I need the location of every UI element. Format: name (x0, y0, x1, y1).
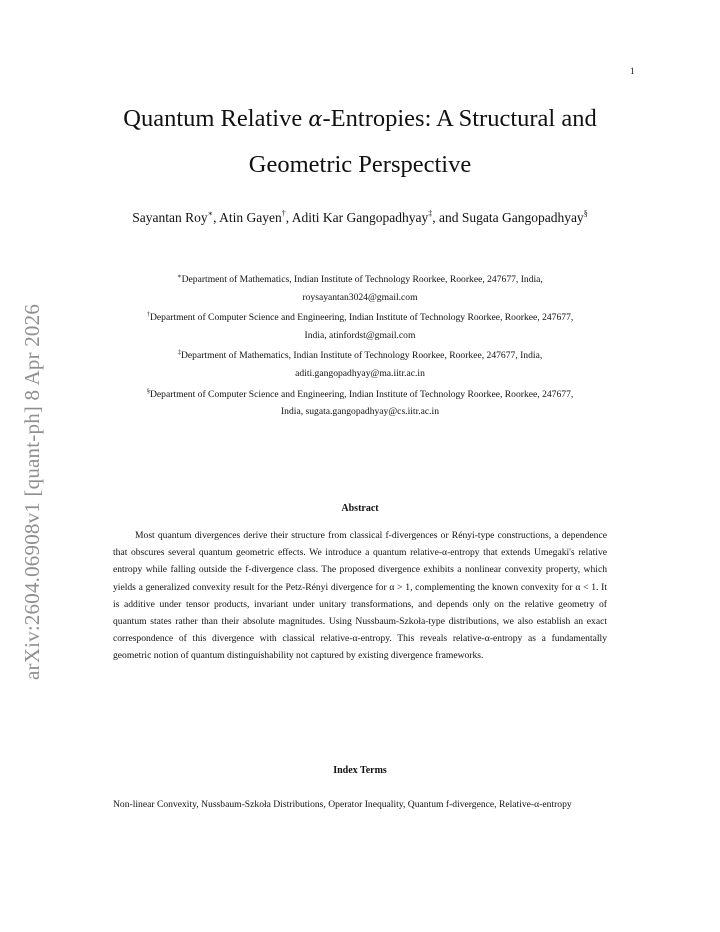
affiliation: †Department of Computer Science and Engineering, Indian Institute of Technology Roorkee, Roorkee, 247677, India, atinfordst@gmail.com (60, 306, 660, 344)
affiliation: §Department of Computer Science and Engineering, Indian Institute of Technology Roorkee, Roorkee, 247677, India, sugata.gangopadhyay@cs.iitr.ac.in (60, 383, 660, 421)
author: Sugata Gangopadhyay§ (461, 209, 588, 225)
affiliation-email: India, atinfordst@gmail.com (304, 329, 416, 341)
author-list: Sayantan Roy∗, Atin Gayen†, Aditi Kar Gangopadhyay‡, and Sugata Gangopadhyay§ (132, 209, 588, 225)
affiliations (60, 268, 660, 421)
abstract-text: Most quantum divergences derive their structure from classical f-divergences or Rényi-type constructions, a dependence that obscures several quantum geometric effects. We introduce a quantum relative-α-entropy that extends Umegaki's relative entropy while falling outside the f-divergence class. The proposed divergence exhibits a nonlinear convexity property, which yields a generalized convexity result for the Petz-Rényi divergence for α > 1, complementing the known convexity for α < 1. It is additive under tensor products, invariant under unitary transformations, and depends only on the relative geometry of quantum states rather than their absolute magnitudes. Using Nussbaum-Szkoła-type distributions, we also establish an exact correspondence of this divergence with classical relative-α-entropy. This reveals relative-α-entropy as a fundamentally geometric notion of quantum distinguishability not captured by existing divergence frameworks. (113, 530, 607, 662)
index-terms-text: Non-linear Convexity, Nussbaum-Szkoła Distributions, Operator Inequality, Quantum f-divergence, Relative-α-entropy (113, 799, 572, 810)
title-part-2: -Entropies: A Structural and Geometric Perspective (248, 105, 597, 178)
arxiv-stamp (20, 255, 44, 680)
affiliation: ∗Department of Mathematics, Indian Institute of Technology Roorkee, Roorkee, 247677, India, roysayantan3024@gmail.com (60, 268, 660, 306)
title-part-1: Quantum Relative (123, 105, 309, 132)
affiliation-email: India, sugata.gangopadhyay@cs.iitr.ac.in (280, 406, 440, 418)
author: Aditi Kar Gangopadhyay‡ (291, 209, 433, 225)
author: Atin Gayen† (219, 209, 286, 225)
title-alpha: α (308, 107, 323, 131)
affiliation-email: roysayantan3024@gmail.com (302, 291, 418, 303)
arxiv-stamp-text: arXiv:2604.06908v1 [quant-ph] 8 Apr 2026 (20, 303, 44, 680)
index-terms-heading: Index Terms (333, 765, 387, 776)
abstract-heading: Abstract (341, 503, 379, 514)
page-number: 1 (630, 66, 635, 76)
author: Sayantan Roy∗ (132, 209, 214, 225)
paper-title (80, 96, 640, 188)
affiliation-email: aditi.gangopadhyay@ma.iitr.ac.in (295, 367, 425, 379)
affiliation: ‡Department of Mathematics, Indian Institute of Technology Roorkee, Roorkee, 247677, India, aditi.gangopadhyay@ma.iitr.ac.in (60, 344, 660, 382)
